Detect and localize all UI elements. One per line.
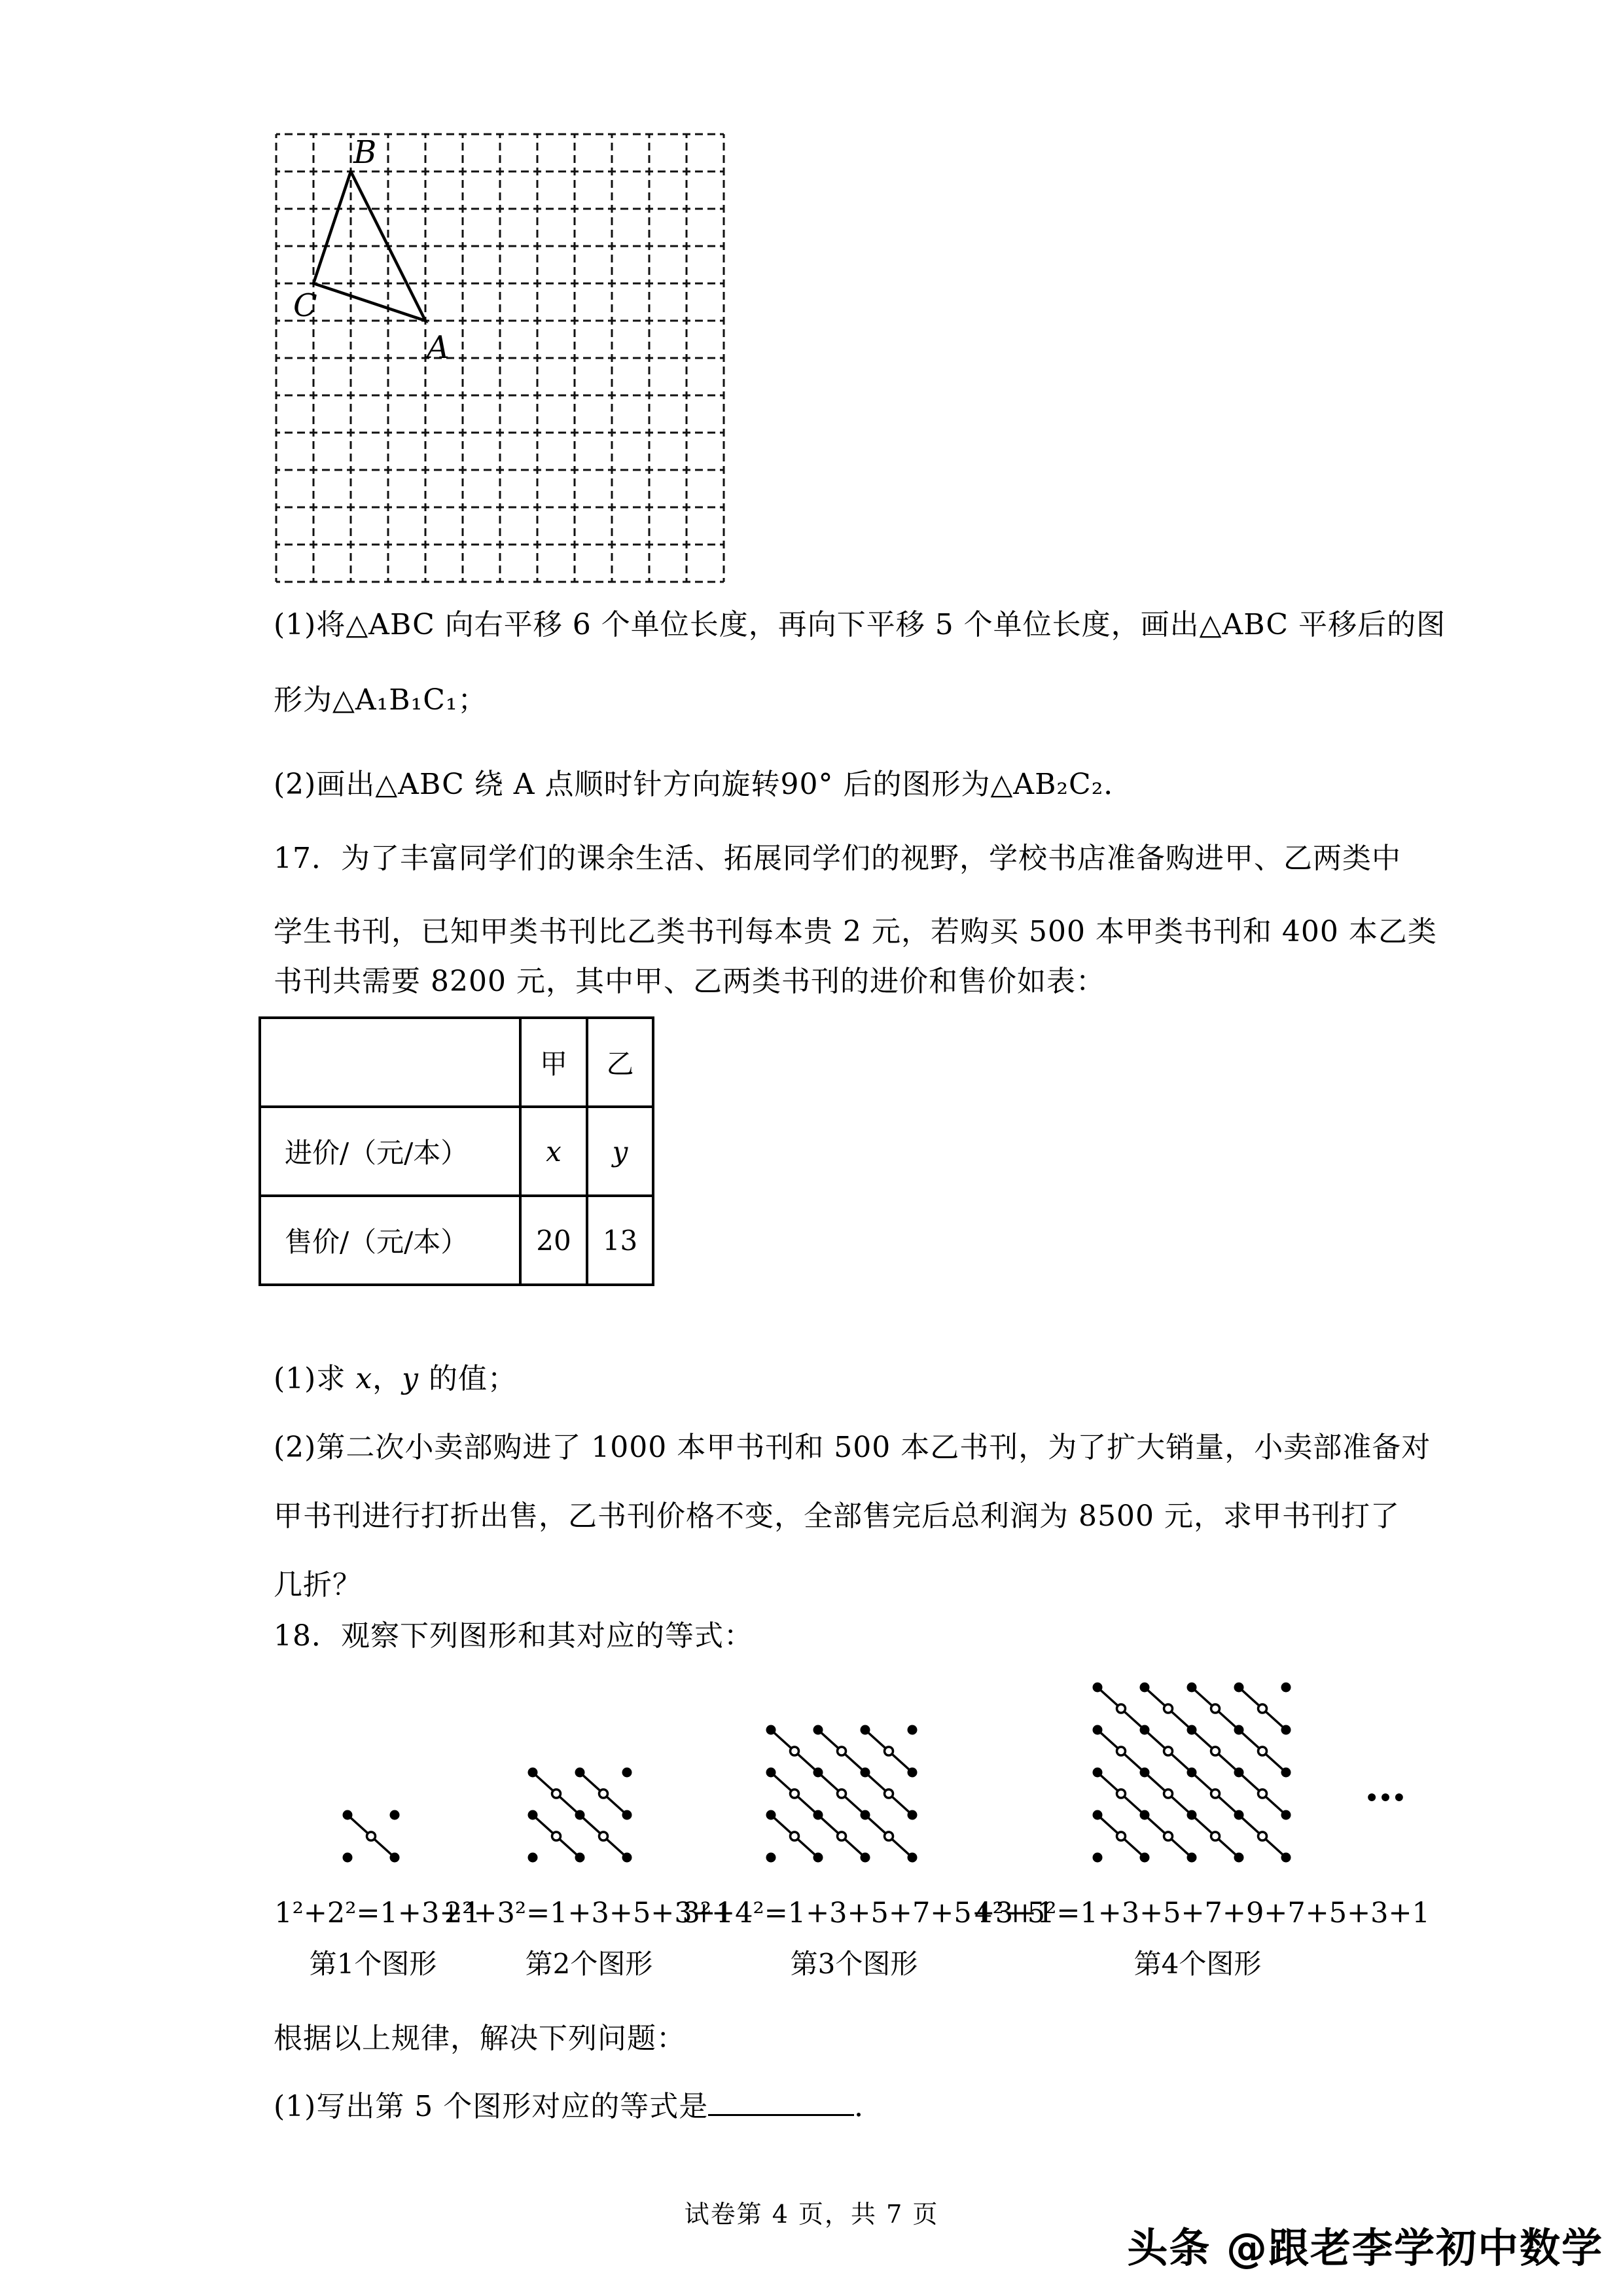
answer-blank: [708, 2087, 854, 2116]
hollow-dot: [885, 1832, 893, 1840]
hollow-dot: [838, 1789, 846, 1798]
black-dot: [861, 1853, 870, 1863]
q16-part2-line: (2)画出△ABC 绕 A 点顺时针方向旋转90° 后的图形为△AB₂C₂．: [274, 768, 1133, 801]
black-dot: [766, 1810, 776, 1820]
black-dot: [1281, 1853, 1291, 1863]
black-dot: [1234, 1768, 1244, 1778]
figure4-caption: 第4个图形: [1133, 1948, 1262, 1980]
page-number-footer: 试卷第 4 页，共 7 页: [684, 2200, 939, 2229]
hollow-dot: [1211, 1789, 1220, 1798]
sale-price-yi: 13: [587, 1196, 653, 1285]
black-dot: [1093, 1683, 1103, 1693]
black-dot: [766, 1853, 776, 1863]
black-dot: [766, 1725, 776, 1735]
q18-part1-line: [274, 2087, 883, 2121]
hollow-dot: [1211, 1704, 1220, 1713]
black-dot: [1281, 1683, 1291, 1693]
black-dot: [390, 1810, 400, 1820]
black-dot: [813, 1768, 823, 1778]
black-dot: [343, 1810, 353, 1820]
q18-followup: 根据以上规律，解决下列问题：: [274, 2022, 686, 2055]
figure1-equation: 1²+2²=1+3+1: [274, 1897, 481, 1929]
black-dot: [575, 1768, 585, 1778]
table-header-empty: [260, 1018, 520, 1107]
q17-part2-line1: (2)第二次小卖部购进了 1000 本甲书刊和 500 本乙书刊，为了扩大销量，小卖部准备对: [274, 1431, 1431, 1464]
black-dot: [622, 1853, 632, 1863]
purchase-price-jia: x: [520, 1107, 587, 1196]
black-dot: [343, 1853, 353, 1863]
continuation-ellipsis: …: [1364, 1762, 1409, 1811]
black-dot: [1234, 1810, 1244, 1820]
black-dot: [1140, 1853, 1150, 1863]
black-dot: [575, 1810, 585, 1820]
purchase-price-label: 进价/（元/本）: [260, 1107, 520, 1196]
q17-stem-line2: 学生书刊，已知甲类书刊比乙类书刊每本贵 2 元，若购买 500 本甲类书刊和 400 本乙类: [274, 915, 1437, 948]
black-dot: [622, 1810, 632, 1820]
black-dot: [528, 1768, 538, 1778]
hollow-dot: [367, 1832, 376, 1840]
black-dot: [1187, 1810, 1197, 1820]
q17-part1-y: y: [402, 1362, 419, 1395]
black-dot: [1281, 1810, 1291, 1820]
hollow-dot: [1258, 1747, 1267, 1755]
q17-part2-line3: 几折？: [274, 1568, 362, 1602]
black-dot: [1140, 1683, 1150, 1693]
triangle-abc: [313, 171, 425, 321]
figure2-caption: 第2个图形: [525, 1948, 653, 1980]
q16-part1-line1: (1)将△ABC 向右平移 6 个单位长度，再向下平移 5 个单位长度，画出△ABC 平移后的图: [274, 608, 1446, 641]
hollow-dot: [791, 1832, 799, 1840]
q18-part1-prefix: (1)写出第 5 个图形对应的等式是: [274, 2089, 709, 2123]
figure4-equation: 4²+5²=1+3+5+7+9+7+5+3+1: [974, 1897, 1430, 1929]
black-dot: [766, 1768, 776, 1778]
hollow-dot: [1164, 1789, 1173, 1798]
black-dot: [528, 1810, 538, 1820]
dot-figure-3: [757, 1715, 927, 1874]
hollow-dot: [1211, 1832, 1220, 1840]
q17-part1-comma: ，: [372, 1362, 402, 1395]
black-dot: [575, 1853, 585, 1863]
black-dot: [861, 1768, 870, 1778]
vertex-label-C: C: [293, 287, 317, 324]
hollow-dot: [1258, 1832, 1267, 1840]
black-dot: [861, 1725, 870, 1735]
hollow-dot: [1211, 1747, 1220, 1755]
hollow-dot: [838, 1832, 846, 1840]
geometry-grid-figure: [271, 129, 729, 587]
black-dot: [1187, 1853, 1197, 1863]
hollow-dot: [1117, 1704, 1126, 1713]
black-dot: [1093, 1725, 1103, 1735]
black-dot: [1234, 1853, 1244, 1863]
q17-stem-line3: 书刊共需要 8200 元，其中甲、乙两类书刊的进价和售价如表：: [274, 965, 1105, 998]
hollow-dot: [1258, 1789, 1267, 1798]
black-dot: [622, 1768, 632, 1778]
black-dot: [1093, 1810, 1103, 1820]
hollow-dot: [791, 1747, 799, 1755]
hollow-dot: [1117, 1832, 1126, 1840]
hollow-dot: [885, 1789, 893, 1798]
q17-stem-line1: 17．为了丰富同学们的课余生活、拓展同学们的视野，学校书店准备购进甲、乙两类中: [274, 842, 1401, 875]
black-dot: [1187, 1683, 1197, 1693]
hollow-dot: [1164, 1704, 1173, 1713]
black-dot: [1234, 1725, 1244, 1735]
black-dot: [1187, 1768, 1197, 1778]
figure2-equation: 2²+3²=1+3+5+3+1: [444, 1897, 734, 1929]
black-dot: [908, 1725, 918, 1735]
black-dot: [813, 1725, 823, 1735]
hollow-dot: [599, 1832, 608, 1840]
sale-price-jia: 20: [520, 1196, 587, 1285]
dot-figure-2: [518, 1758, 641, 1874]
black-dot: [528, 1853, 538, 1863]
hollow-dot: [552, 1832, 561, 1840]
black-dot: [813, 1853, 823, 1863]
q18-part1-suffix: ．: [854, 2089, 884, 2123]
sale-price-label: 售价/（元/本）: [260, 1196, 520, 1285]
q16-part1-line2: 形为△A₁B₁C₁；: [274, 683, 488, 717]
hollow-dot: [838, 1747, 846, 1755]
figure1-caption: 第1个图形: [309, 1948, 437, 1980]
black-dot: [1140, 1725, 1150, 1735]
watermark-text: 头条 @跟老李学初中数学: [1127, 2224, 1603, 2272]
q18-intro: 18．观察下列图形和其对应的等式：: [274, 1619, 753, 1653]
dot-figure-4: [1083, 1673, 1300, 1874]
black-dot: [1093, 1853, 1103, 1863]
black-dot: [1140, 1810, 1150, 1820]
price-table: [259, 1016, 654, 1286]
black-dot: [1234, 1683, 1244, 1693]
vertex-label-A: A: [427, 329, 450, 366]
q17-part1-line: [274, 1362, 517, 1395]
black-dot: [390, 1853, 400, 1863]
black-dot: [1093, 1768, 1103, 1778]
purchase-price-yi: y: [587, 1107, 653, 1196]
hollow-dot: [1258, 1704, 1267, 1713]
dot-figure-1: [333, 1801, 409, 1874]
hollow-dot: [1164, 1747, 1173, 1755]
black-dot: [1281, 1768, 1291, 1778]
figure3-equation: 3²+4²=1+3+5+7+5+3+1: [682, 1897, 1055, 1929]
black-dot: [1140, 1768, 1150, 1778]
hollow-dot: [1164, 1832, 1173, 1840]
table-row: [260, 1107, 653, 1196]
hollow-dot: [1117, 1747, 1126, 1755]
table-header-yi: 乙: [587, 1018, 653, 1107]
black-dot: [908, 1853, 918, 1863]
hollow-dot: [552, 1789, 561, 1798]
table-row: [260, 1196, 653, 1285]
q17-part1-suffix: 的值；: [419, 1362, 517, 1395]
black-dot: [1187, 1725, 1197, 1735]
black-dot: [861, 1810, 870, 1820]
black-dot: [908, 1768, 918, 1778]
q17-part1-prefix: (1)求: [274, 1362, 356, 1395]
hollow-dot: [885, 1747, 893, 1755]
black-dot: [908, 1810, 918, 1820]
q17-part1-x: x: [355, 1362, 373, 1395]
black-dot: [1281, 1725, 1291, 1735]
figure3-caption: 第3个图形: [790, 1948, 918, 1980]
vertex-label-B: B: [353, 134, 377, 171]
hollow-dot: [599, 1789, 608, 1798]
table-header-jia: 甲: [520, 1018, 587, 1107]
hollow-dot: [791, 1789, 799, 1798]
black-dot: [813, 1810, 823, 1820]
q17-part2-line2: 甲书刊进行打折出售，乙书刊价格不变，全部售完后总利润为 8500 元，求甲书刊打了: [274, 1499, 1400, 1533]
table-row: [260, 1018, 653, 1107]
hollow-dot: [1117, 1789, 1126, 1798]
